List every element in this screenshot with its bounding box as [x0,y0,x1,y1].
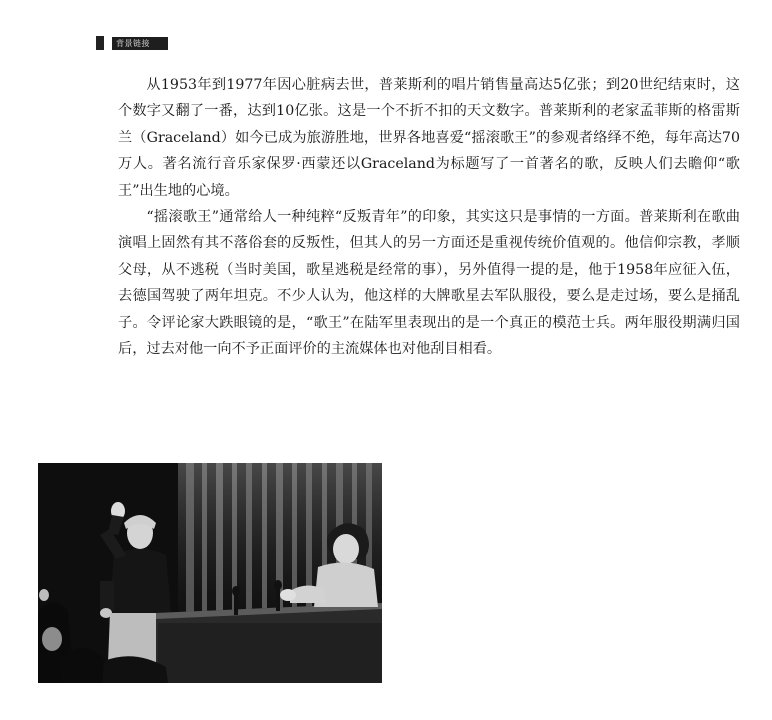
section-tag: 背景链接 [112,37,168,50]
press-conference-photo [38,463,382,683]
article-paragraph-2: “摇滚歌王”通常给人一种纯粹“反叛青年”的印象，其实这只是事情的一方面。普莱斯利在歌曲演唱上固然有其不落俗套的反叛性，但其人的另一方面还是重视传统价值观的。他信仰宗教，孝顺父母，从不逃税（当时美国，歌星逃税是经常的事），另外值得一提的是，他于1958年应征入伍，去德国驾驶了两年坦克。不少人认为，他这样的大牌歌星去军队服役，要么是走过场，要么是捅乱子。令评论家大跌眼镜的是，“歌王”在陆军里表现出的是一个真正的模范士兵。两年服役期满归国后，过去对他一向不予正面评价的主流媒体也对他刮目相看。 [118,209,740,358]
article-body [118,72,740,362]
press-table [156,603,382,683]
article-paragraph-1: 从1953年到1977年因心脏病去世，普莱斯利的唱片销售量高达5亿张；到20世纪结束时，这个数字又翻了一番，达到10亿张。这是一个不折不扣的天文数字。普莱斯利的老家孟菲斯的格雷斯兰（Graceland）如今已成为旅游胜地，世界各地喜爱“摇滚歌王”的参观者络绎不绝，每年高达70万人。著名流行音乐家保罗·西蒙还以Graceland为标题写了一首著名的歌，反映人们去瞻仰“歌王”出生地的心境。 [118,77,740,199]
section-corner-mark [96,36,104,50]
press-conference-photo-drawing [38,463,382,683]
